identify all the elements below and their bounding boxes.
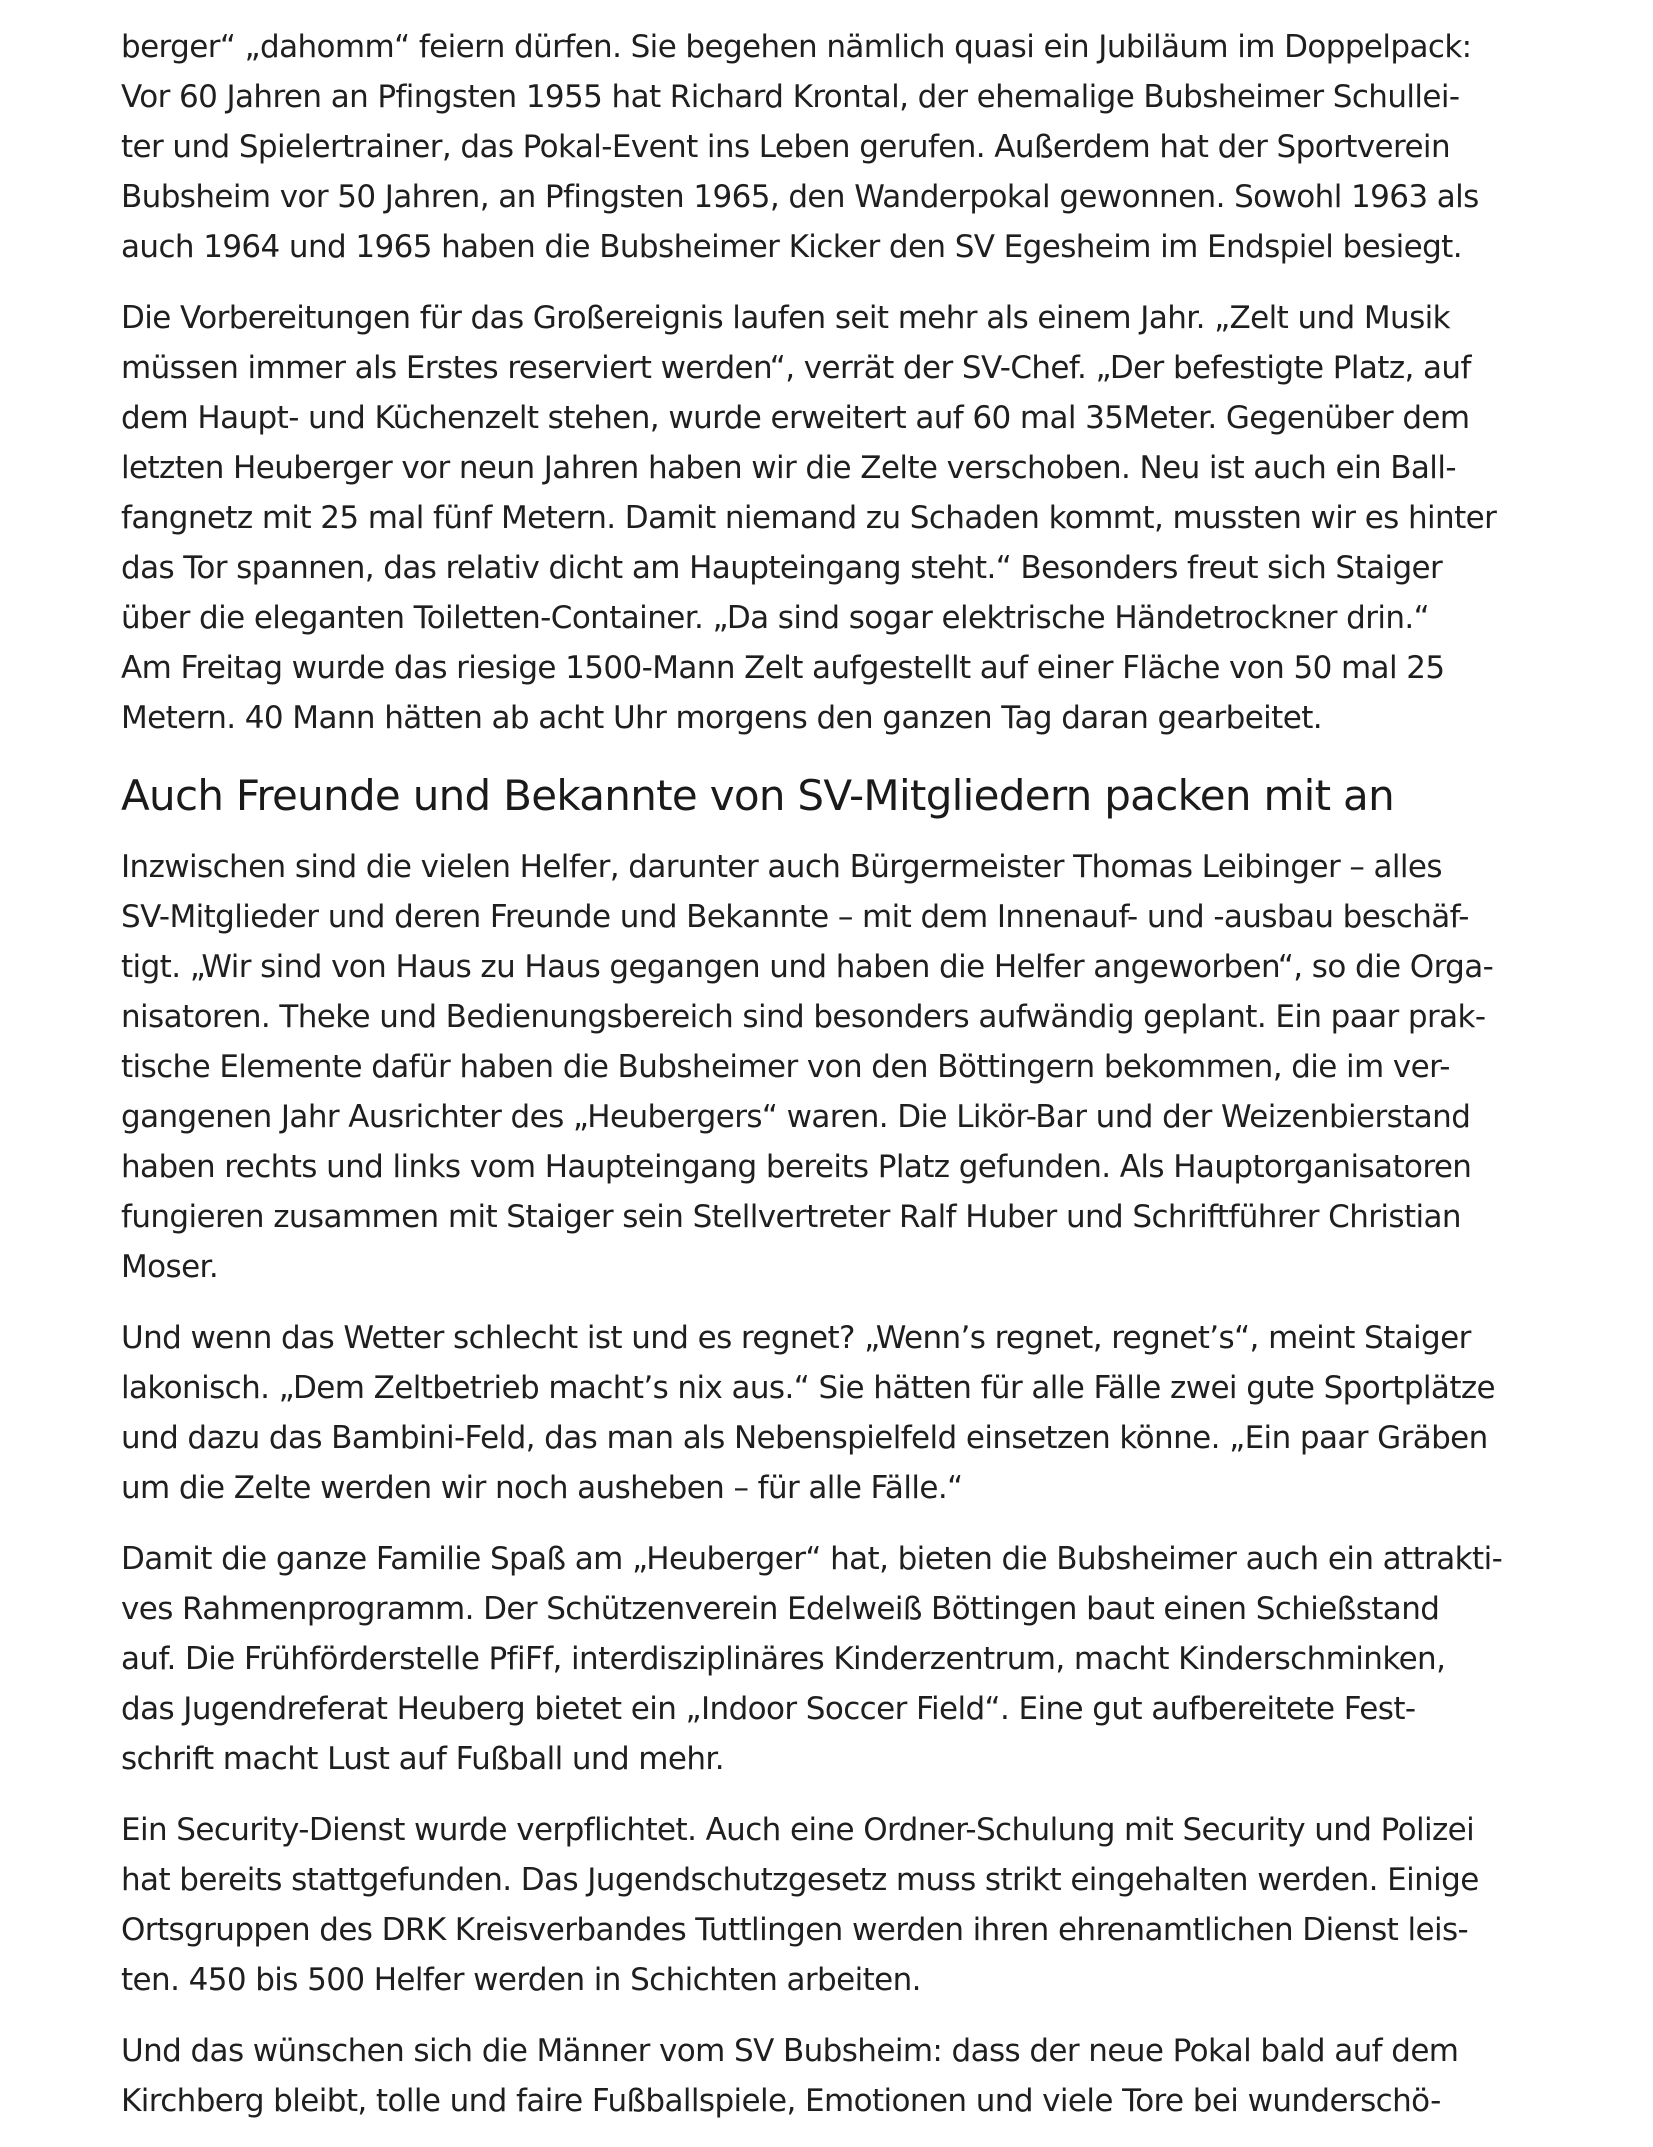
paragraph [121, 22, 1511, 272]
paragraph [121, 1534, 1511, 1784]
text-line: Ein Security-Dienst wurde verpflichtet. Auch eine Ordner-Schulung mit Security und Polizei [121, 1812, 1475, 1848]
text-line: SV-Mitglieder und deren Freunde und Bekannte – mit dem Innenauf- und -ausbau beschäf- [121, 899, 1469, 935]
text-line: tigt. „Wir sind von Haus zu Haus gegangen und haben die Helfer angeworben“, so die Orga- [121, 949, 1494, 985]
text-line: und dazu das Bambini-Feld, das man als Nebenspielfeld einsetzen könne. „Ein paar Gräben [121, 1420, 1488, 1456]
paragraph [121, 1313, 1511, 1513]
article-body [121, 22, 1511, 2147]
text-line: dem Haupt- und Küchenzelt stehen, wurde erweitert auf 60 mal 35Meter. Gegenüber dem [121, 400, 1470, 436]
text-line: das Jugendreferat Heuberg bietet ein „Indoor Soccer Field“. Eine gut aufbereitete Fest- [121, 1691, 1416, 1727]
text-line: hat bereits stattgefunden. Das Jugendschutzgesetz muss strikt eingehalten werden. Einige [121, 1862, 1479, 1898]
text-line: ten. 450 bis 500 Helfer werden in Schichten arbeiten. [121, 1962, 921, 1998]
text-line: Inzwischen sind die vielen Helfer, darunter auch Bürgermeister Thomas Leibinger – alles [121, 849, 1442, 885]
text-line: Am Freitag wurde das riesige 1500-Mann Zelt aufgestellt auf einer Fläche von 50 mal 25 [121, 650, 1445, 686]
text-line: berger“ „dahomm“ feiern dürfen. Sie begehen nämlich quasi ein Jubiläum im Doppelpack: [121, 29, 1472, 65]
text-line: Metern. 40 Mann hätten ab acht Uhr morgens den ganzen Tag daran gearbeitet. [121, 700, 1323, 736]
section-heading: Auch Freunde und Bekannte von SV-Mitgliedern packen mit an [121, 771, 1395, 820]
text-line: haben rechts und links vom Haupteingang bereits Platz gefunden. Als Hauptorganisatoren [121, 1149, 1472, 1185]
paragraph [121, 293, 1511, 743]
text-line: Vor 60 Jahren an Pfingsten 1955 hat Richard Krontal, der ehemalige Bubsheimer Schullei- [121, 79, 1460, 115]
text-line: fungieren zusammen mit Staiger sein Stellvertreter Ralf Huber und Schriftführer Christian [121, 1199, 1461, 1235]
text-line: das Tor spannen, das relativ dicht am Haupteingang steht.“ Besonders freut sich Staiger [121, 550, 1443, 586]
text-line: auch 1964 und 1965 haben die Bubsheimer Kicker den SV Egesheim im Endspiel besiegt. [121, 229, 1462, 265]
text-line: tische Elemente dafür haben die Bubsheimer von den Böttingern bekommen, die im ver- [121, 1049, 1450, 1085]
text-line: Moser. [121, 1249, 219, 1285]
paragraph [121, 1805, 1511, 2005]
text-line: Die Vorbereitungen für das Großereignis laufen seit mehr als einem Jahr. „Zelt und Musik [121, 300, 1451, 336]
text-line: gangenen Jahr Ausrichter des „Heubergers“ waren. Die Likör-Bar und der Weizenbierstand [121, 1099, 1471, 1135]
text-line: fangnetz mit 25 mal fünf Metern. Damit niemand zu Schaden kommt, mussten wir es hinter [121, 500, 1497, 536]
text-line: Und das wünschen sich die Männer vom SV Bubsheim: dass der neue Pokal bald auf dem [121, 2033, 1459, 2069]
text-line: schrift macht Lust auf Fußball und mehr. [121, 1741, 724, 1777]
text-line: Und wenn das Wetter schlecht ist und es regnet? „Wenn’s regnet, regnet’s“, meint Staiger [121, 1320, 1471, 1356]
text-line: auf. Die Frühförderstelle PfiFf, interdisziplinäres Kinderzentrum, macht Kinderschminken, [121, 1641, 1446, 1677]
text-line: müssen immer als Erstes reserviert werden“, verrät der SV-Chef. „Der befestigte Platz, auf [121, 350, 1471, 386]
text-line: Ortsgruppen des DRK Kreisverbandes Tuttlingen werden ihren ehrenamtlichen Dienst leis- [121, 1912, 1469, 1948]
text-line: Bubsheim vor 50 Jahren, an Pfingsten 1965, den Wanderpokal gewonnen. Sowohl 1963 als [121, 179, 1479, 215]
text-line: über die eleganten Toiletten-Container. „Da sind sogar elektrische Händetrockner drin.“ [121, 600, 1430, 636]
text-line: nisatoren. Theke und Bedienungsbereich sind besonders aufwändig geplant. Ein paar prak- [121, 999, 1486, 1035]
text-line: um die Zelte werden wir noch ausheben – für alle Fälle.“ [121, 1470, 963, 1506]
text-line: Damit die ganze Familie Spaß am „Heuberger“ hat, bieten die Bubsheimer auch ein attrakti- [121, 1541, 1503, 1577]
text-line: Kirchberg bleibt, tolle und faire Fußballspiele, Emotionen und viele Tore bei wunderschö- [121, 2083, 1441, 2119]
paragraph [121, 2026, 1511, 2126]
text-line: ves Rahmenprogramm. Der Schützenverein Edelweiß Böttingen baut einen Schießstand [121, 1591, 1440, 1627]
text-line: lakonisch. „Dem Zeltbetrieb macht’s nix aus.“ Sie hätten für alle Fälle zwei gute Sportplätze [121, 1370, 1496, 1406]
text-line: letzten Heuberger vor neun Jahren haben wir die Zelte verschoben. Neu ist auch ein Ball- [121, 450, 1456, 486]
paragraph [121, 842, 1511, 1292]
text-line: ter und Spielertrainer, das Pokal-Event ins Leben gerufen. Außerdem hat der Sportverein [121, 129, 1450, 165]
